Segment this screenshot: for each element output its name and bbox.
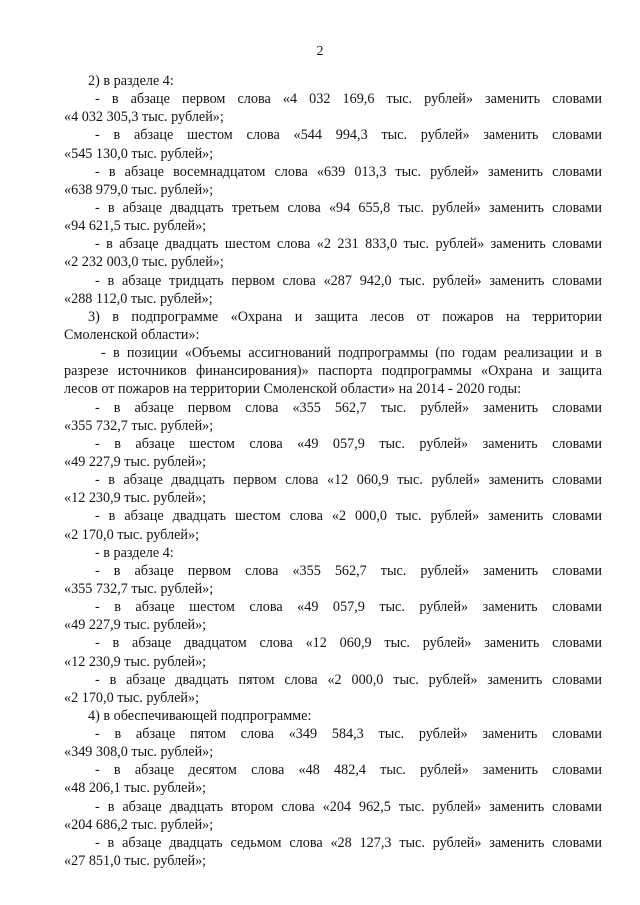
text-line: 4) в обеспечивающей подпрограмме: xyxy=(88,707,312,724)
text-line: «48 206,1 тыс. рублей»; xyxy=(64,780,207,797)
text-line: - в разделе 4: xyxy=(95,544,174,561)
text-line: «94 621,5 тыс. рублей»; xyxy=(64,218,207,235)
text-line: - в абзаце двадцать пятом слова «2 000,0 тыс. рублей» заменить словами xyxy=(95,671,602,688)
text-line: «638 979,0 тыс. рублей»; xyxy=(64,181,214,198)
text-line: - в абзаце шестом слова «49 057,9 тыс. рублей» заменить словами xyxy=(95,599,602,616)
text-line: «2 170,0 тыс. рублей»; xyxy=(64,689,200,706)
text-line: - в абзаце первом слова «4 032 169,6 тыс. рублей» заменить словами xyxy=(95,91,602,108)
text-line: 3) в подпрограмме «Охрана и защита лесов от пожаров на территории xyxy=(88,308,602,325)
text-line: «545 130,0 тыс. рублей»; xyxy=(64,145,214,162)
text-line: - в абзаце первом слова «355 562,7 тыс. рублей» заменить словами xyxy=(95,399,602,416)
text-line: «2 232 003,0 тыс. рублей»; xyxy=(64,254,224,271)
text-line: «49 227,9 тыс. рублей»; xyxy=(64,617,207,634)
text-line: «355 732,7 тыс. рублей»; xyxy=(64,580,214,597)
text-line: - в абзаце двадцать седьмом слова «28 127,3 тыс. рублей» заменить словами xyxy=(95,834,602,851)
text-line: - в позиции «Объемы ассигнований подпрограммы (по годам реализации и в xyxy=(101,345,602,362)
text-line: - в абзаце тридцать первом слова «287 942,0 тыс. рублей» заменить словами xyxy=(95,272,602,289)
text-line: «288 112,0 тыс. рублей»; xyxy=(64,290,213,307)
text-line: - в абзаце двадцать третьем слова «94 655,8 тыс. рублей» заменить словами xyxy=(95,199,602,216)
page-number: 2 xyxy=(316,44,324,59)
text-line: - в абзаце двадцать шестом слова «2 000,0 тыс. рублей» заменить словами xyxy=(95,508,602,525)
text-line: - в абзаце первом слова «355 562,7 тыс. рублей» заменить словами xyxy=(95,562,602,579)
text-line: «49 227,9 тыс. рублей»; xyxy=(64,453,207,470)
text-line: - в абзаце шестом слова «49 057,9 тыс. рублей» заменить словами xyxy=(95,435,602,452)
text-line: - в абзаце двадцать первом слова «12 060,9 тыс. рублей» заменить словами xyxy=(95,472,602,489)
text-line: «349 308,0 тыс. рублей»; xyxy=(64,744,214,761)
text-line: «12 230,9 тыс. рублей»; xyxy=(64,653,207,670)
document-body xyxy=(64,72,602,870)
text-line: «204 686,2 тыс. рублей»; xyxy=(64,816,214,833)
text-line: «4 032 305,3 тыс. рублей»; xyxy=(64,109,224,126)
text-line: - в абзаце шестом слова «544 994,3 тыс. рублей» заменить словами xyxy=(95,127,602,144)
text-line: - в абзаце восемнадцатом слова «639 013,3 тыс. рублей» заменить словами xyxy=(95,163,602,180)
text-line: - в абзаце двадцатом слова «12 060,9 тыс. рублей» заменить словами xyxy=(95,635,602,652)
text-line: - в абзаце десятом слова «48 482,4 тыс. рублей» заменить словами xyxy=(95,762,602,779)
text-line: разрезе источников финансирования)» паспорта подпрограммы «Охрана и защита xyxy=(64,363,602,380)
text-line: - в абзаце двадцать втором слова «204 962,5 тыс. рублей» заменить словами xyxy=(95,798,602,815)
text-line: лесов от пожаров на территории Смоленской области» на 2014 - 2020 годы: xyxy=(64,381,522,398)
text-line: - в абзаце двадцать шестом слова «2 231 833,0 тыс. рублей» заменить словами xyxy=(95,236,602,253)
text-line: «2 170,0 тыс. рублей»; xyxy=(64,526,200,543)
text-line: 2) в разделе 4: xyxy=(88,73,174,89)
text-line: «355 732,7 тыс. рублей»; xyxy=(64,417,214,434)
text-line: - в абзаце пятом слова «349 584,3 тыс. рублей» заменить словами xyxy=(95,726,602,743)
text-line: «12 230,9 тыс. рублей»; xyxy=(64,490,207,507)
text-line: «27 851,0 тыс. рублей»; xyxy=(64,853,207,870)
text-line: Смоленской области»: xyxy=(64,326,200,343)
